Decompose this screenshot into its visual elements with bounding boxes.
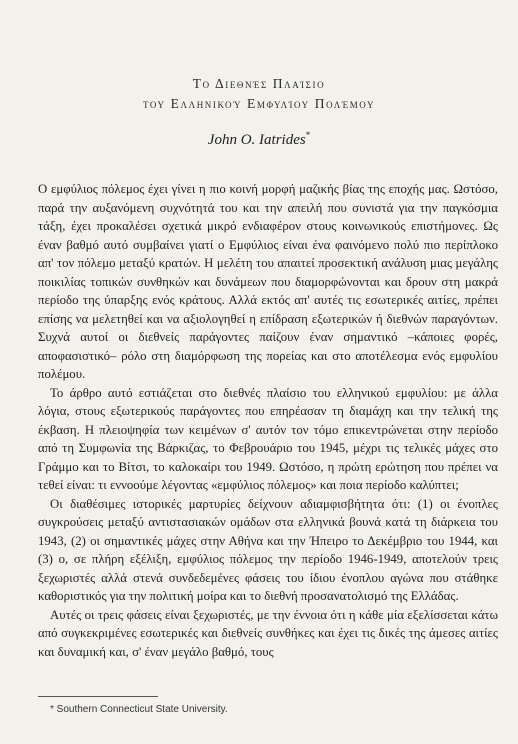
title-line-2: του Ελληνικού Εμφυλίου Πολέμου	[142, 96, 376, 111]
footnote-rule	[38, 696, 158, 697]
paragraph-3: Οι διαθέσιμες ιστορικές μαρτυρίες δείχνουν αδιαμφισβήτητα ότι: (1) οι ένοπλες συγκρούσεις μεταξύ αντιστασιακών ομάδων στα ελληνικά βουνά κατά τη διάρκεια του 1943, (2) οι σημαντικές μάχες στην Αθήνα και την Ήπειρο το Δεκέμβριο του 1944, και (3) ο, σε πλήρη εξέλιξη, εμφύλιος πόλεμος την περίοδο 1946-1949, αποτελούν τρεις ξεχωριστές αλλά στενά συνδεδεμένες φάσεις του ίδιου ένοπλου αγώνα που στάθηκε καθοριστικός για την πολιτική μοίρα και το διεθνή προσανατολισμό της Ελλάδας.	[38, 496, 498, 603]
paragraph-2: Το άρθρο αυτό εστιάζεται στο διεθνές πλαίσιο του ελληνικού εμφυλίου: με άλλα λόγια, στους εξωτερικούς παράγοντες που επηρέασαν τη διαμάχη και την τελική της έκβαση. Η πλειοψηφία των κειμένων σ' αυτόν τον τόμο επικεντρώνεται στην περίοδο από τη Συμφωνία της Βάρκιζας, το Φεβρουάριο του 1945, μέχρι τις τελικές μάχες στο Γράμμο και το Βίτσι, το καλοκαίρι του 1949. Ωστόσο, η πρώτη ερώτηση που πρέπει να τεθεί είναι: τι εννοούμε λέγοντας «εμφύλιος πόλεμος» και ποια περίοδο καλύπτει;	[38, 385, 498, 492]
article-body	[38, 180, 498, 661]
author-byline	[0, 130, 518, 149]
footnote: * Southern Connecticut State University.	[50, 704, 228, 715]
title-line-1: Το Διεθνές Πλαίσιο	[192, 76, 326, 91]
paragraph-1: Ο εμφύλιος πόλεμος έχει γίνει η πιο κοινή μορφή μαζικής βίας της εποχής μας. Ωστόσο, παρά την αυξανόμενη συχνότητά του και την απειλή που συνιστά για την παγκόσμια τάξη, έχει προκαλέσει σχετικά μικρό ενδιαφέρον στους κοινωνικούς επιστήμονες. Ως έναν βαθμό αυτό συμβαίνει γιατί ο Εμφύλιος είναι ένα φαινόμενο πολύ πιο περίπλοκο απ' τον πόλεμο μεταξύ κρατών. Η μελέτη του απαιτεί προσεκτική ανάλυση μιας μεγάλης ποικιλίας τοπικών συνθηκών και δυνάμεων που διαμορφώνονται και δρουν στη μακρά περίοδο της ύπαρξης ενός κράτους. Αλλά εκτός απ' αυτές τις εσωτερικές αιτίες, πρέπει επίσης να μελετηθεί και να αξιολογηθεί η επίδραση εξωτερικών ή διεθνών παραγόντων. Συχνά αυτοί οι διεθνείς παράγοντες παίζουν έναν σημαντικό –κάποιες φορές, αποφασιστικό– ρόλο στη διαμόρφωση της πορείας και στο αποτέλεσμα ενός εμφυλίου πολέμου.	[38, 182, 498, 381]
author-name: John O. Iatrides	[207, 132, 306, 148]
author-footnote-mark: *	[305, 130, 311, 140]
paragraph-4: Αυτές οι τρεις φάσεις είναι ξεχωριστές, με την έννοια ότι η κάθε μία εξελίσσεται κάτω από συγκεκριμένες εσωτερικές και διεθνείς συνθήκες και έχει τις δικές της άμεσες αιτίες και δυναμική και, σ' έναν μεγάλο βαθμό, τους	[38, 607, 498, 659]
article-title	[0, 74, 518, 114]
